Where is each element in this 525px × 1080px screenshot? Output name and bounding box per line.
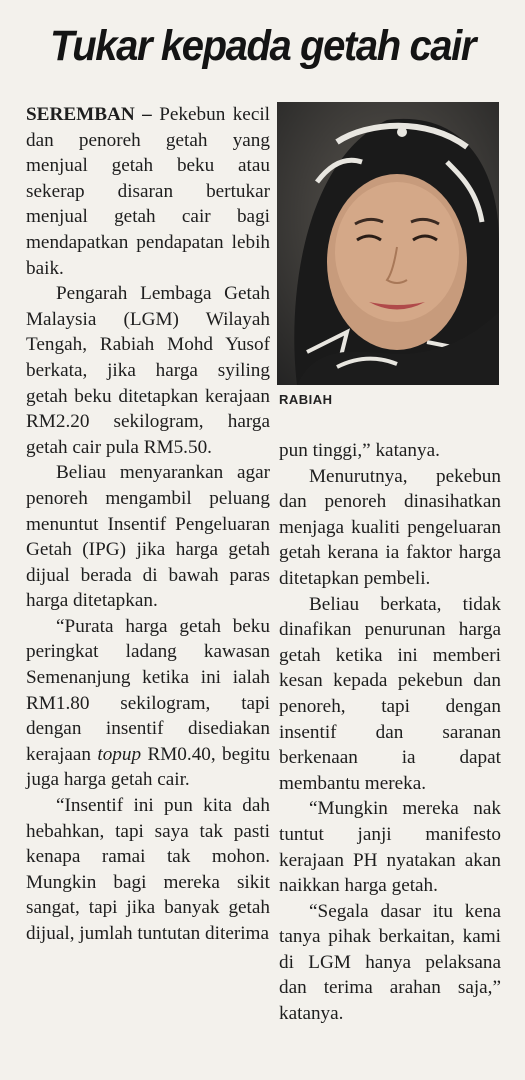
- paragraph: “Segala dasar itu kena tanya pihak berkaitan, kami di LGM hanya pelaksana dan terima arahan saja,” katanya.: [279, 900, 501, 1025]
- article-headline: Tukar kepada getah cair: [49, 22, 476, 70]
- photo-caption: RABIAH: [279, 392, 333, 407]
- portrait-photo: [277, 102, 499, 385]
- paragraph: Beliau berkata, tidak dinafikan penurunan harga getah ketika ini memberi kesan kepada pekebun dan penoreh, tapi dengan insentif dan saranan berkenaan ia dapat membantu mereka.: [279, 593, 501, 794]
- paragraph: Pengarah Lembaga Getah Malaysia (LGM) Wilayah Tengah, Rabiah Mohd Yusof berkata, jika harga syiling getah beku ditetapkan kerajaan RM2.20 sekilogram, harga getah cair pula RM5.50.: [26, 283, 270, 458]
- portrait-illustration: [277, 102, 499, 385]
- paragraph: [26, 614, 270, 793]
- paragraph: “Mungkin mereka nak tuntut janji manifesto kerajaan PH nyatakan akan naikkan harga getah.: [279, 798, 501, 897]
- paragraph: Menurutnya, pekebun dan penoreh dinasihatkan menjaga kualiti pengeluaran getah kerana ia faktor harga ditetapkan pembeli.: [279, 465, 501, 589]
- article-column-left: [26, 102, 270, 947]
- paragraph: [26, 102, 270, 281]
- paragraph-text: “Purata harga getah beku peringkat ladang kawasan Semenanjung ketika ini ialah RM1.80 sekilogram, tapi dengan insentif disediakan kerajaan: [26, 615, 270, 765]
- paragraph: pun tinggi,” katanya.: [279, 440, 440, 461]
- dateline: SEREMBAN –: [26, 104, 152, 125]
- paragraph: “Insentif ini pun kita dah hebahkan, tapi saya tak pasti kenapa ramai tak mohon. Mungkin bagi mereka sikit sangat, tapi jika banyak getah dijual, jumlah tuntutan diterima: [26, 795, 270, 944]
- paragraph-text: Pekebun kecil dan penoreh getah yang menjual getah beku atau sekerap disaran bertukar menjual getah cair bagi mendapatkan pendapatan lebih baik.: [26, 104, 270, 279]
- italic-term: topup: [97, 743, 142, 765]
- paragraph-text: RM0.40, begitu juga harga getah cair.: [26, 743, 271, 791]
- paragraph: Beliau menyarankan agar penoreh mengambil peluang menuntut Insentif Pengeluaran Getah (IPG) jika harga getah dijual berada di bawah paras harga ditetapkan.: [26, 462, 270, 612]
- article-column-right: [279, 438, 501, 1027]
